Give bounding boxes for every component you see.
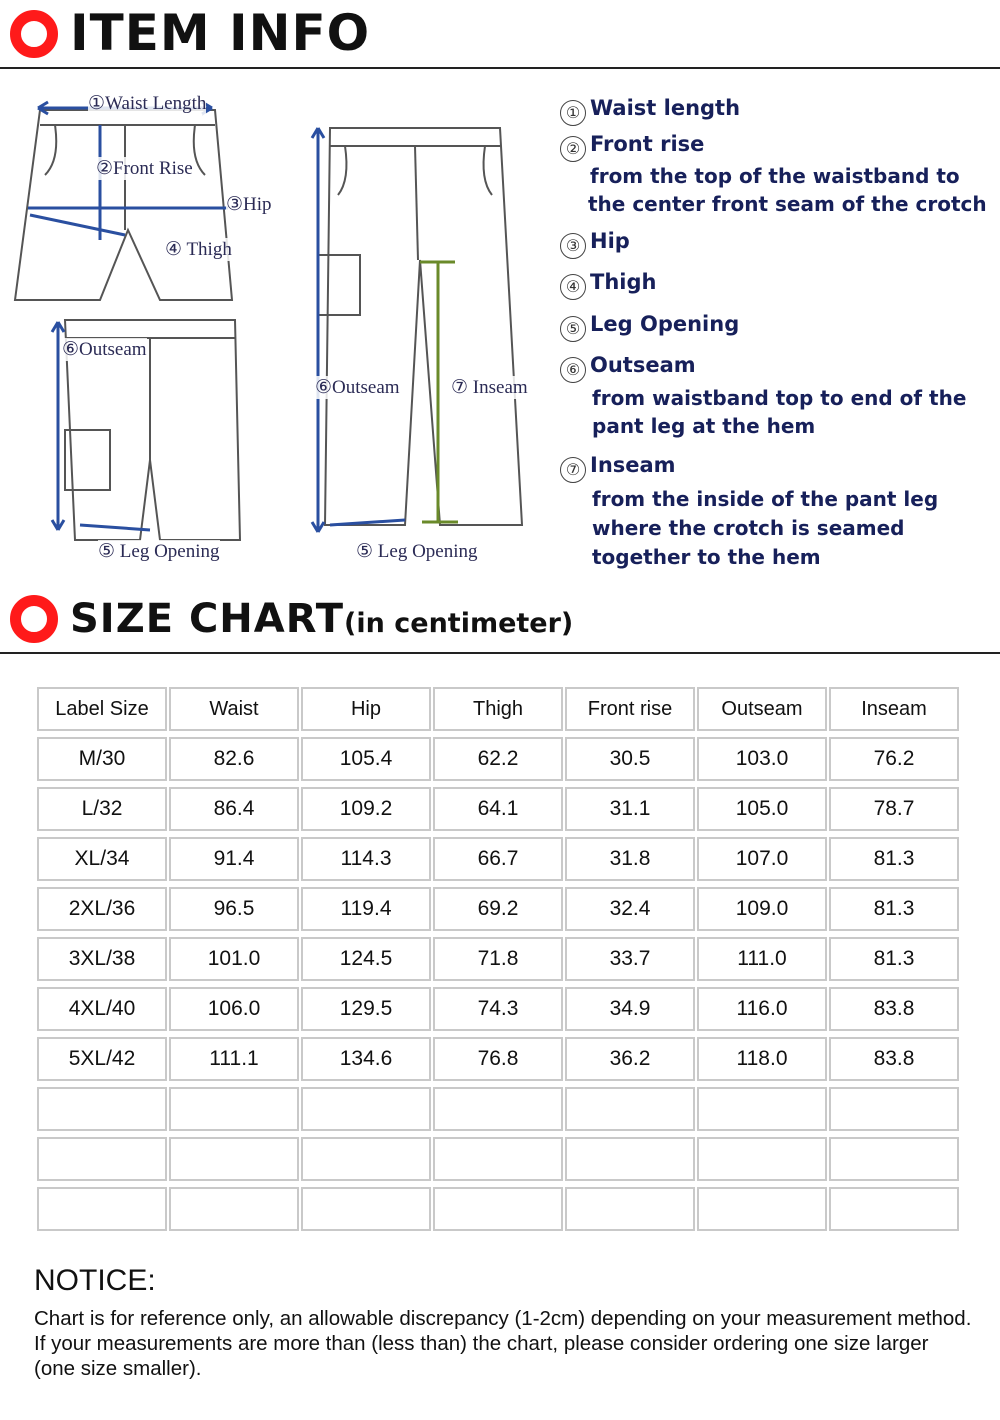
table-cell: 36.2 bbox=[565, 1037, 695, 1081]
measurement-diagram bbox=[0, 80, 560, 580]
table-row bbox=[37, 1137, 962, 1181]
table-header-cell: Front rise bbox=[565, 687, 695, 731]
legend-title: Hip bbox=[590, 229, 630, 253]
table-cell: 64.1 bbox=[433, 787, 563, 831]
number-1-icon: ① bbox=[560, 100, 586, 126]
label-thigh: ④ Thigh bbox=[165, 239, 232, 260]
table-cell bbox=[697, 1187, 827, 1231]
table-row bbox=[37, 1087, 962, 1131]
table-cell: 119.4 bbox=[301, 887, 431, 931]
notice-title: NOTICE: bbox=[34, 1264, 156, 1297]
table-cell: 129.5 bbox=[301, 987, 431, 1031]
legend-title: Inseam bbox=[590, 453, 676, 477]
red-ring-icon bbox=[10, 595, 58, 643]
table-header-cell: Label Size bbox=[37, 687, 167, 731]
label-waist-length: ①Waist Length bbox=[88, 93, 207, 114]
table-cell: 5XL/42 bbox=[37, 1037, 167, 1081]
table-cell: 106.0 bbox=[169, 987, 299, 1031]
table-header-row bbox=[37, 687, 962, 731]
table-cell: 86.4 bbox=[169, 787, 299, 831]
label-outseam-shorts: ⑥Outseam bbox=[62, 339, 147, 360]
size-chart-title bbox=[70, 596, 573, 642]
table-cell: M/30 bbox=[37, 737, 167, 781]
legend-title: Thigh bbox=[590, 270, 657, 294]
table-cell: 71.8 bbox=[433, 937, 563, 981]
legend-desc-line: from the top of the waistband to bbox=[590, 164, 960, 188]
table-cell: 101.0 bbox=[169, 937, 299, 981]
table-cell: 81.3 bbox=[829, 937, 959, 981]
table-row bbox=[37, 987, 962, 1031]
number-2-icon: ② bbox=[560, 136, 586, 162]
table-row bbox=[37, 1187, 962, 1231]
table-cell: 134.6 bbox=[301, 1037, 431, 1081]
label-front-rise: ②Front Rise bbox=[96, 158, 193, 179]
table-cell: 116.0 bbox=[697, 987, 827, 1031]
table-row bbox=[37, 1037, 962, 1081]
label-inseam-pants: ⑦ Inseam bbox=[451, 377, 528, 398]
table-cell bbox=[697, 1137, 827, 1181]
pants-illustration bbox=[0, 80, 560, 580]
notice-body: Chart is for reference only, an allowable discrepancy (1-2cm) depending on your measurement method. If your measurements are more than (less than) the chart, please consider ordering one size larger (one size smaller). bbox=[34, 1307, 972, 1380]
table-cell: 103.0 bbox=[697, 737, 827, 781]
table-cell: 66.7 bbox=[433, 837, 563, 881]
table-cell bbox=[829, 1187, 959, 1231]
legend-desc-line: from waistband top to end of the bbox=[592, 386, 967, 410]
table-cell: 118.0 bbox=[697, 1037, 827, 1081]
red-ring-icon bbox=[10, 10, 58, 58]
table-cell: 83.8 bbox=[829, 987, 959, 1031]
label-hip: ③Hip bbox=[226, 194, 272, 215]
legend-desc-line: pant leg at the hem bbox=[592, 414, 816, 438]
table-cell: 105.4 bbox=[301, 737, 431, 781]
table-row bbox=[37, 837, 962, 881]
table-cell: 31.1 bbox=[565, 787, 695, 831]
table-cell: 124.5 bbox=[301, 937, 431, 981]
table-cell: 78.7 bbox=[829, 787, 959, 831]
table-cell: 74.3 bbox=[433, 987, 563, 1031]
legend-item-leg-opening bbox=[560, 312, 739, 342]
legend-item-thigh bbox=[560, 270, 656, 300]
table-cell: 107.0 bbox=[697, 837, 827, 881]
table-cell bbox=[37, 1137, 167, 1181]
table-cell: 33.7 bbox=[565, 937, 695, 981]
legend-item-hip bbox=[560, 229, 630, 259]
legend-title: Waist length bbox=[590, 96, 741, 120]
table-cell: 81.3 bbox=[829, 837, 959, 881]
table-cell: 91.4 bbox=[169, 837, 299, 881]
label-leg-opening-pants: ⑤ Leg Opening bbox=[356, 541, 478, 562]
table-cell: 34.9 bbox=[565, 987, 695, 1031]
table-cell bbox=[829, 1137, 959, 1181]
table-cell: 109.0 bbox=[697, 887, 827, 931]
table-row bbox=[37, 937, 962, 981]
table-cell: 96.5 bbox=[169, 887, 299, 931]
number-5-icon: ⑤ bbox=[560, 316, 586, 342]
table-cell: 30.5 bbox=[565, 737, 695, 781]
table-header-cell: Hip bbox=[301, 687, 431, 731]
table-cell bbox=[169, 1087, 299, 1131]
table-cell: 62.2 bbox=[433, 737, 563, 781]
table-cell: XL/34 bbox=[37, 837, 167, 881]
table-cell: 109.2 bbox=[301, 787, 431, 831]
legend-desc-line: the center front seam of the crotch bbox=[588, 192, 987, 216]
table-header-cell: Thigh bbox=[433, 687, 563, 731]
label-outseam-pants: ⑥Outseam bbox=[315, 377, 400, 398]
table-header-cell: Inseam bbox=[829, 687, 959, 731]
table-cell: 3XL/38 bbox=[37, 937, 167, 981]
label-leg-opening-shorts: ⑤ Leg Opening bbox=[98, 541, 220, 562]
table-cell bbox=[565, 1087, 695, 1131]
legend-item-outseam bbox=[560, 353, 696, 383]
legend-item-front-rise bbox=[560, 132, 704, 162]
table-cell bbox=[37, 1087, 167, 1131]
table-cell: 82.6 bbox=[169, 737, 299, 781]
number-7-icon: ⑦ bbox=[560, 457, 586, 483]
size-chart-title-main: SIZE CHART bbox=[70, 596, 345, 642]
number-6-icon: ⑥ bbox=[560, 357, 586, 383]
table-cell: 111.1 bbox=[169, 1037, 299, 1081]
table-cell: 83.8 bbox=[829, 1037, 959, 1081]
table-cell bbox=[433, 1087, 563, 1131]
legend-title: Front rise bbox=[590, 132, 705, 156]
table-header-cell: Waist bbox=[169, 687, 299, 731]
table-cell bbox=[433, 1187, 563, 1231]
size-chart-header bbox=[0, 592, 1000, 654]
table-row bbox=[37, 787, 962, 831]
table-cell bbox=[565, 1187, 695, 1231]
table-cell bbox=[301, 1187, 431, 1231]
table-cell: 69.2 bbox=[433, 887, 563, 931]
table-cell bbox=[565, 1137, 695, 1181]
table-cell: 114.3 bbox=[301, 837, 431, 881]
table-cell bbox=[37, 1187, 167, 1231]
table-cell bbox=[301, 1137, 431, 1181]
table-cell bbox=[433, 1137, 563, 1181]
table-cell: 76.2 bbox=[829, 737, 959, 781]
size-chart-subtitle: (in centimeter) bbox=[344, 608, 574, 639]
item-info-title: ITEM INFO bbox=[70, 4, 371, 62]
table-cell bbox=[697, 1087, 827, 1131]
legend-title: Leg Opening bbox=[590, 312, 740, 336]
table-cell: 76.8 bbox=[433, 1037, 563, 1081]
table-cell bbox=[169, 1187, 299, 1231]
number-3-icon: ③ bbox=[560, 233, 586, 259]
number-4-icon: ④ bbox=[560, 274, 586, 300]
table-row bbox=[37, 737, 962, 781]
table-cell bbox=[301, 1087, 431, 1131]
legend-item-inseam bbox=[560, 453, 676, 483]
table-cell: 111.0 bbox=[697, 937, 827, 981]
table-cell bbox=[169, 1137, 299, 1181]
item-info-header bbox=[0, 0, 1000, 69]
table-cell: L/32 bbox=[37, 787, 167, 831]
table-cell bbox=[829, 1087, 959, 1131]
table-cell: 105.0 bbox=[697, 787, 827, 831]
legend-desc-line: where the crotch is seamed bbox=[592, 516, 905, 540]
table-header-cell: Outseam bbox=[697, 687, 827, 731]
legend-title: Outseam bbox=[590, 353, 696, 377]
table-cell: 31.8 bbox=[565, 837, 695, 881]
table-row bbox=[37, 887, 962, 931]
legend-desc-line: from the inside of the pant leg bbox=[592, 487, 939, 511]
table-cell: 32.4 bbox=[565, 887, 695, 931]
legend-desc-line: together to the hem bbox=[592, 545, 821, 569]
table-cell: 81.3 bbox=[829, 887, 959, 931]
table-cell: 2XL/36 bbox=[37, 887, 167, 931]
table-cell: 4XL/40 bbox=[37, 987, 167, 1031]
legend-item-waist bbox=[560, 96, 740, 126]
